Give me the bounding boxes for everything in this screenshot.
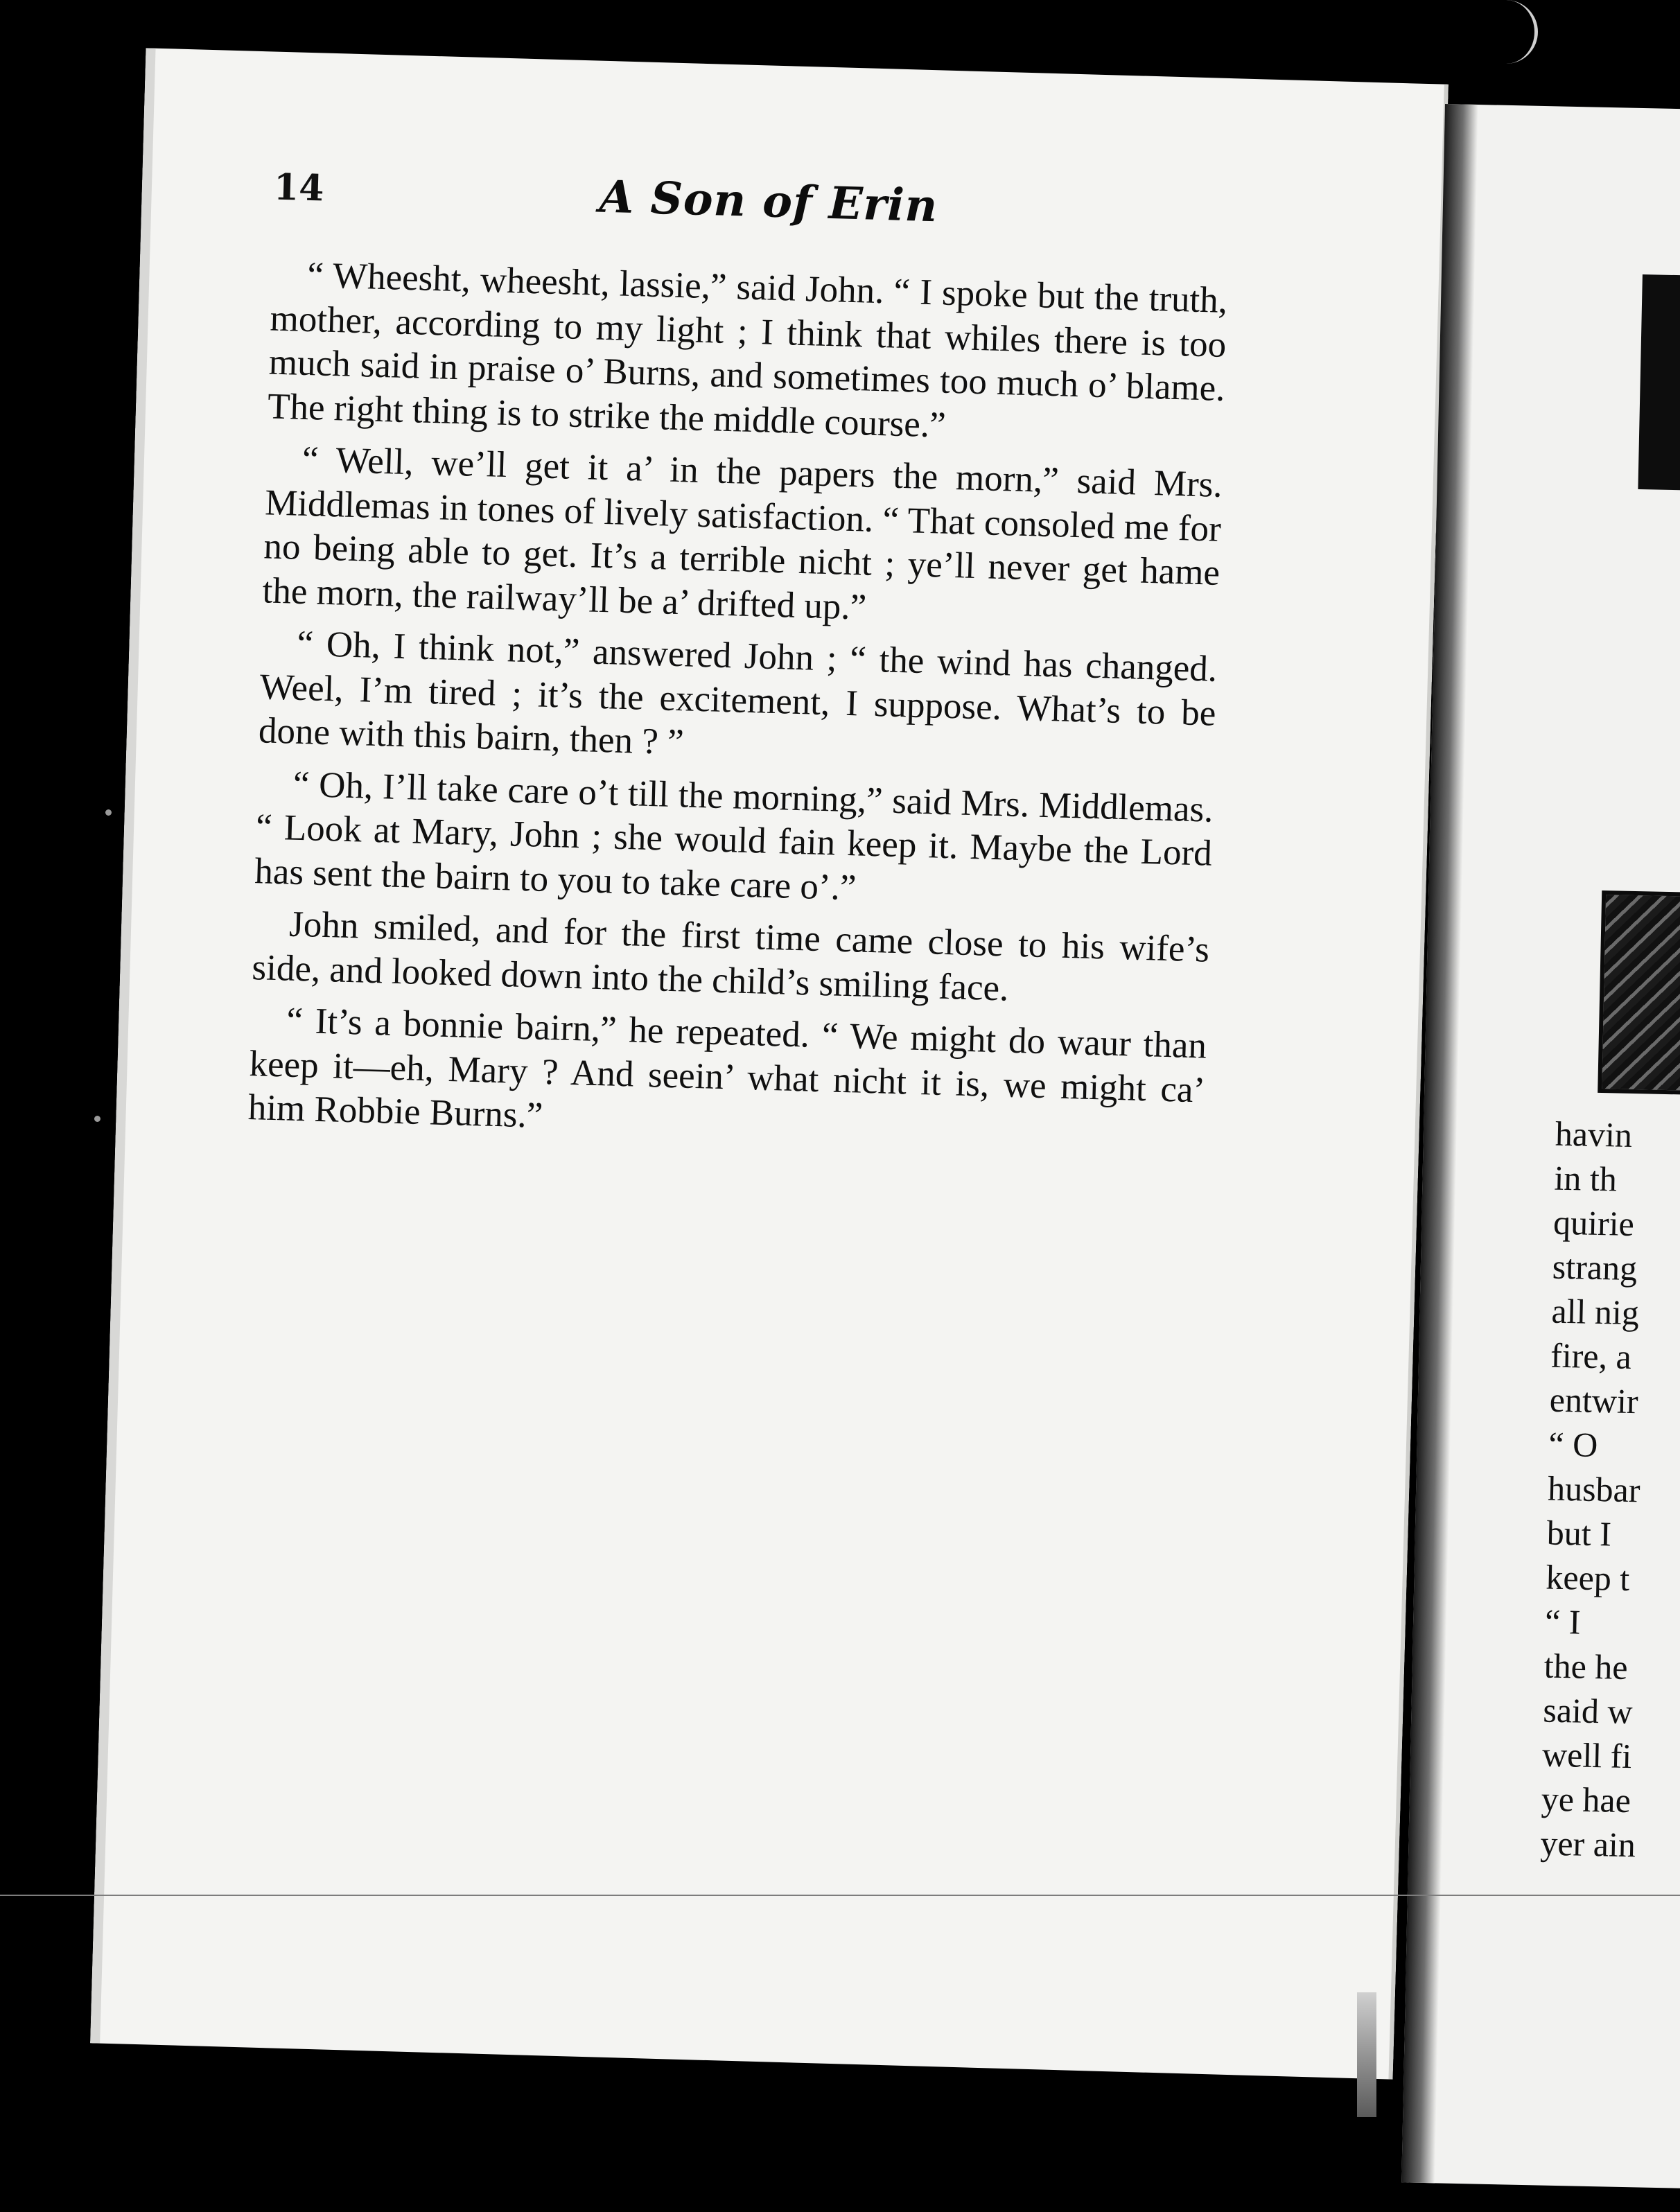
body-text — [247, 253, 1228, 1166]
text-line-fragment: yer ain — [1539, 1823, 1636, 1865]
text-line-fragment: fire, a — [1550, 1335, 1632, 1377]
text-line-fragment: well fi — [1541, 1735, 1632, 1776]
text-line-fragment: ye hae — [1541, 1779, 1631, 1820]
text-line-fragment: in th — [1553, 1158, 1618, 1199]
facing-page-fragment — [1401, 104, 1680, 2188]
paragraph: “ Wheesht, wheesht, lassie,” said John. “ I spoke but the truth, mother, according to my light ; I think that whiles there is too much said in praise o’ Burns, and sometimes too much o’ blame. The right thing is to strike the middle course.” — [267, 254, 1228, 446]
text-line-fragment: said w — [1542, 1690, 1634, 1732]
scan-dust-dot — [94, 1116, 100, 1122]
illustration-block — [1638, 274, 1680, 491]
page-number: 14 — [273, 166, 325, 210]
binding-clip — [1357, 1992, 1376, 2117]
text-line-fragment: quirie — [1552, 1202, 1635, 1244]
scan-bracket-mark — [1503, 0, 1538, 64]
text-line-fragment: entwir — [1549, 1380, 1639, 1421]
scan-dust-dot — [105, 809, 112, 816]
text-line-fragment: “ I — [1544, 1601, 1582, 1642]
paragraph: “ It’s a bonnie bairn,” he repeated. “ We might do waur than keep it—eh, Mary ? And seein’ what nicht it is, we might ca’ him Robbie Burns.” — [247, 1000, 1207, 1136]
facing-page-text — [1540, 1112, 1680, 1869]
running-title: A Son of Erin — [598, 170, 939, 233]
text-line-fragment: the he — [1543, 1646, 1629, 1687]
text-line-fragment: husbar — [1547, 1468, 1641, 1510]
scan-artifact-line — [0, 1895, 1680, 1896]
paragraph: “ Well, we’ll get it a’ in the papers the morn,” said Mrs. Middlemas in tones of lively satisfaction. “ That consoled me for no being able to get. It’s a terrible nicht ; ye’ll never get hame the morn, the railway’ll be a’ drifted up.” — [261, 439, 1223, 628]
text-line-fragment: all nig — [1550, 1291, 1640, 1333]
paragraph: “ Oh, I’ll take care o’t till the morning,” said Mrs. Middlemas. “ Look at Mary, John ; she would fain keep it. Maybe the Lord has sent the bairn to you to take care o’.” — [254, 764, 1214, 908]
left-page — [90, 48, 1449, 2079]
text-line-fragment: keep t — [1545, 1557, 1630, 1599]
text-line-fragment: “ O — [1548, 1424, 1598, 1465]
paragraph: “ Oh, I think not,” answered John ; “ the wind has changed. Weel, I’m tired ; it’s the excitement, I suppose. What’s to be done with this bairn, then ? ” — [258, 623, 1218, 763]
text-line-fragment: havin — [1555, 1114, 1633, 1155]
page-header — [272, 166, 1231, 269]
decorative-initial-image — [1598, 890, 1680, 1096]
paragraph: John smiled, and for the first time came close to his wife’s side, and looked down into the child’s smiling face. — [251, 904, 1210, 1009]
text-line-fragment: strang — [1552, 1247, 1638, 1288]
text-line-fragment: but I — [1546, 1513, 1612, 1554]
